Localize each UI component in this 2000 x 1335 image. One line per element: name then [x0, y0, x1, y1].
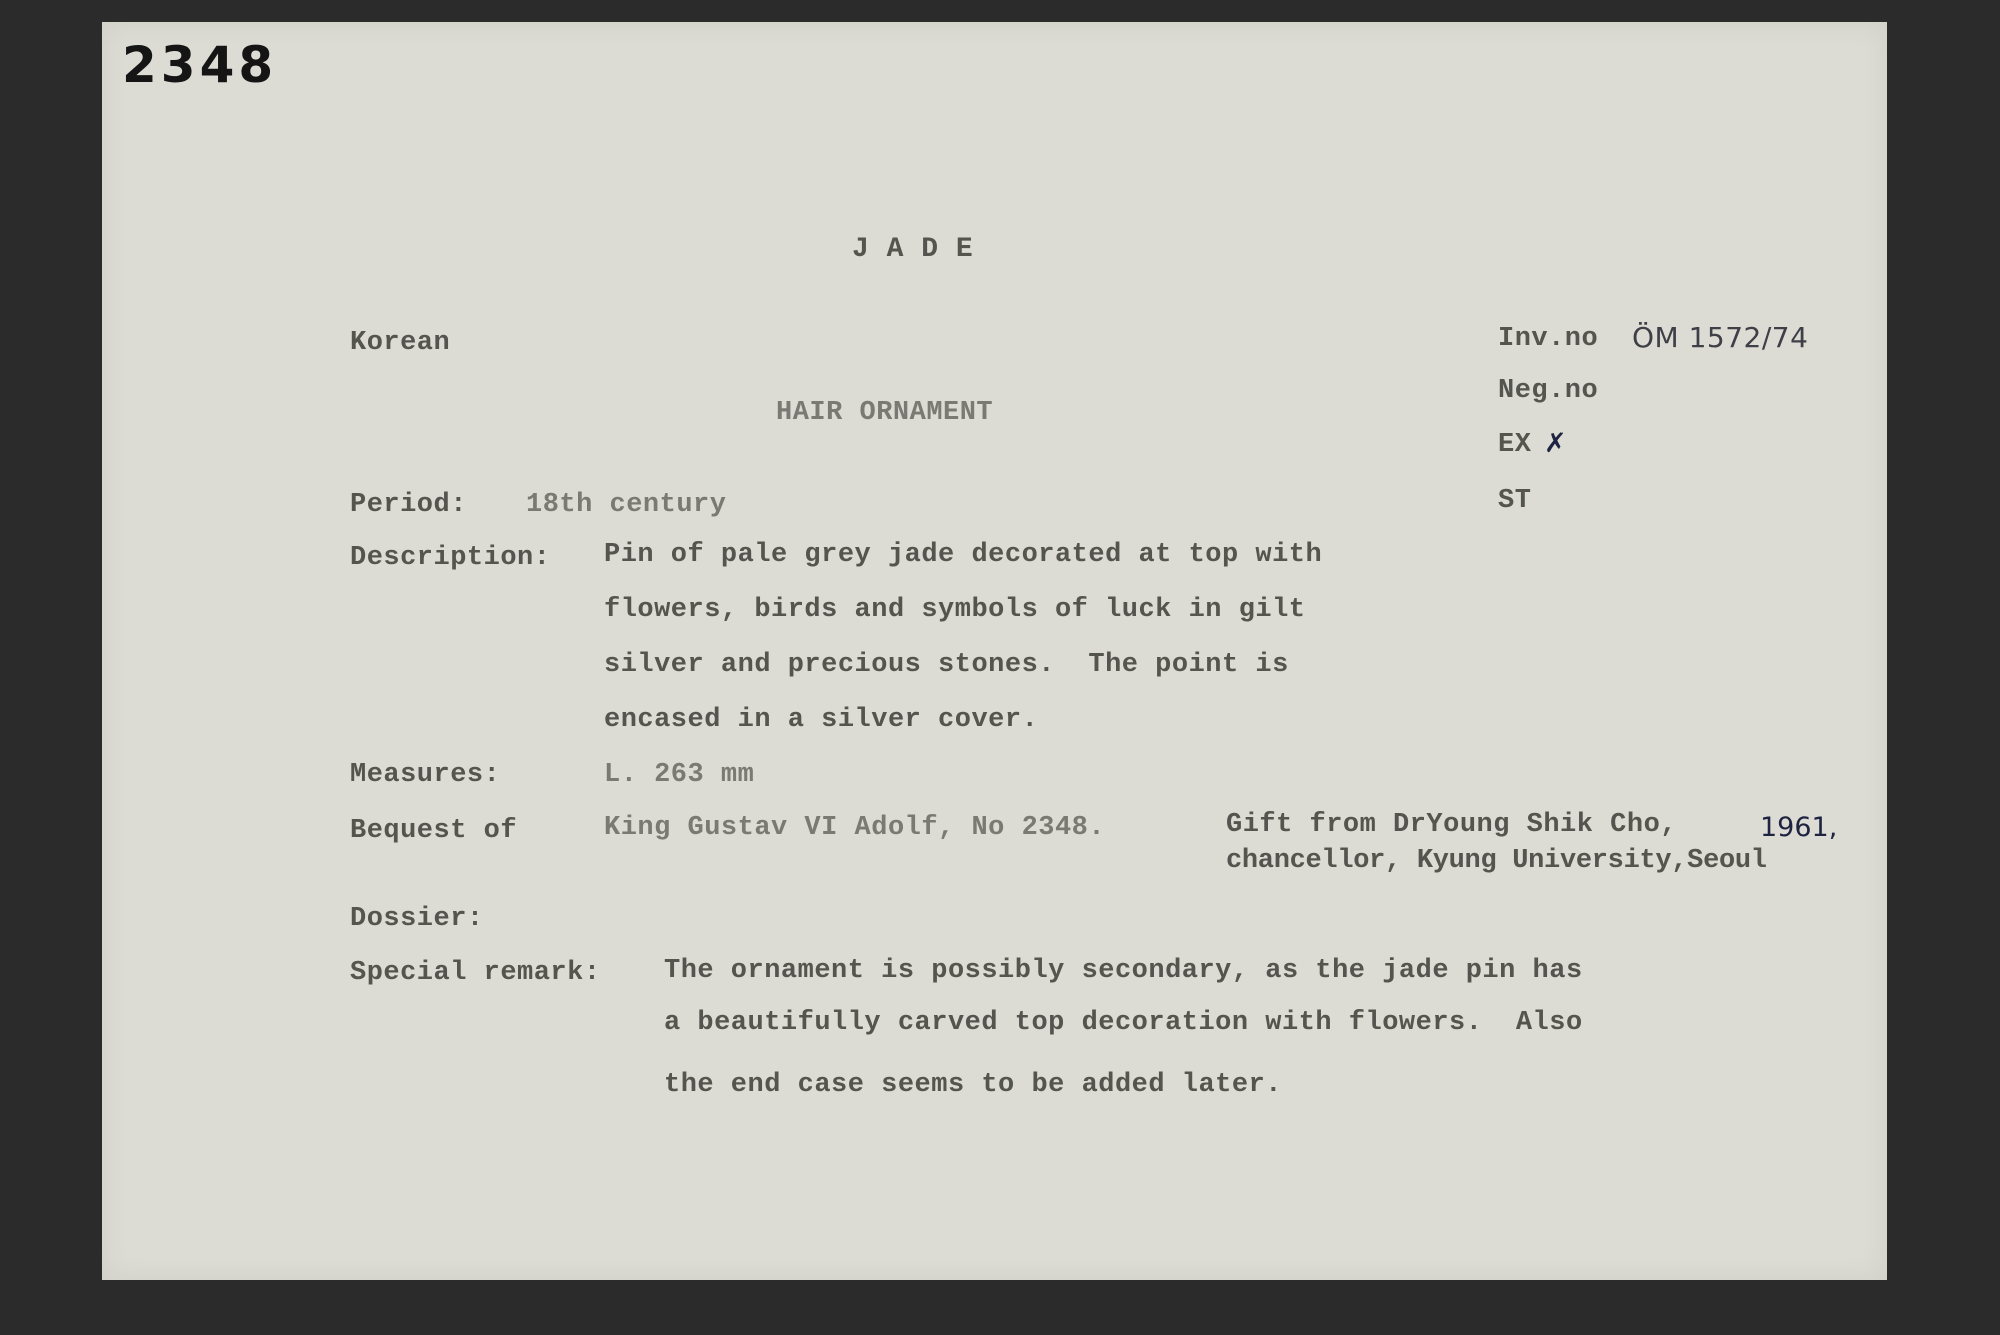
object-name: HAIR ORNAMENT [776, 398, 994, 428]
gift-year: 1961, [1760, 812, 1838, 843]
description-line: flowers, birds and symbols of luck in gilt [604, 595, 1306, 625]
special-remark-line: a beautifully carved top decoration with flowers. Also [664, 1008, 1583, 1038]
period-value: 18th century [526, 490, 727, 520]
description-line: Pin of pale grey jade decorated at top with [604, 540, 1323, 570]
description-line: silver and precious stones. The point is [604, 650, 1289, 680]
heading: J A D E [852, 234, 974, 265]
origin: Korean [350, 328, 451, 358]
period-label: Period: [350, 490, 467, 520]
inv-label: Inv.no [1498, 324, 1599, 354]
inv-value: ÖM 1572/74 [1632, 321, 1809, 354]
description-line: encased in a silver cover. [604, 705, 1039, 735]
gift-text: Gift from DrYoung Shik Cho, [1226, 810, 1677, 840]
card-number: 2348 [122, 36, 278, 94]
neg-label: Neg.no [1498, 376, 1599, 406]
ex-check-mark: ✗ [1544, 428, 1567, 459]
measures-value: L. 263 mm [604, 760, 755, 790]
special-remark-line: the end case seems to be added later. [664, 1070, 1282, 1100]
measures-label: Measures: [350, 760, 501, 790]
special-remark-line: The ornament is possibly secondary, as the jade pin has [664, 956, 1583, 986]
dossier-label: Dossier: [350, 904, 484, 934]
gift-line-2: chancellor, Kyung University,Seoul [1226, 846, 1767, 876]
special-remark-label: Special remark: [350, 958, 601, 988]
description-label: Description: [350, 543, 551, 573]
bequest-value: King Gustav VI Adolf, No 2348. [604, 813, 1106, 843]
st-label: ST [1498, 486, 1532, 516]
bequest-label: Bequest of [350, 816, 518, 846]
ex-label: EX [1498, 430, 1532, 460]
